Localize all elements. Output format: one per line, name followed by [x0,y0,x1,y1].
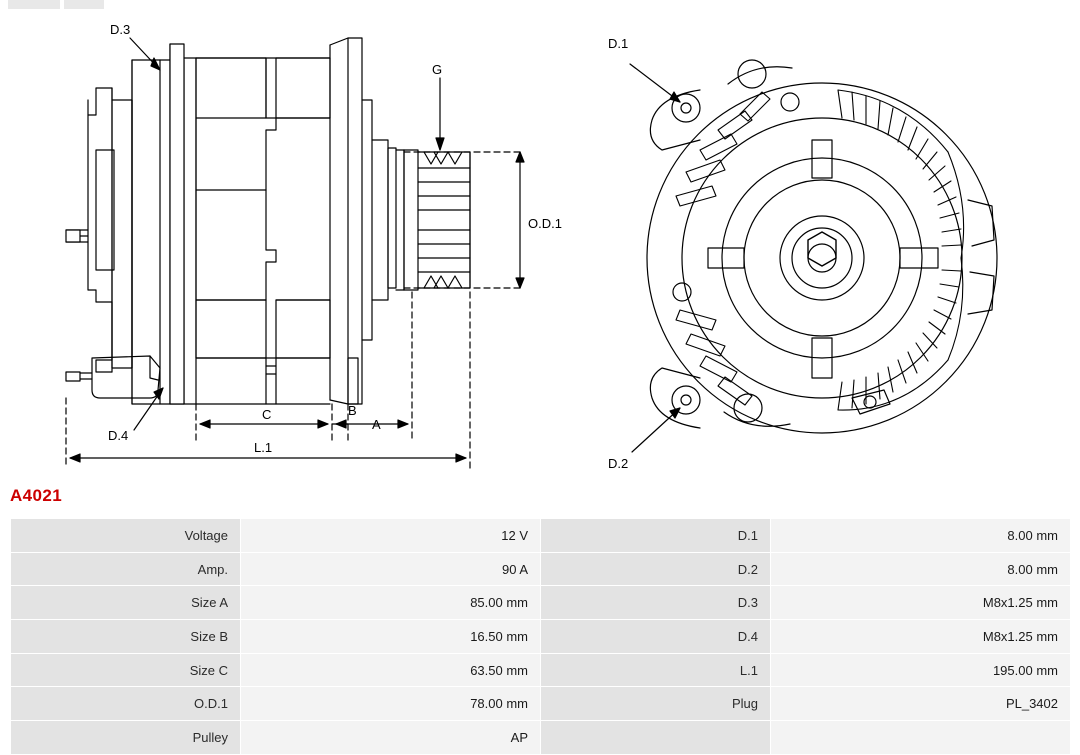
spec-value: 90 A [241,552,541,586]
table-row [11,586,1071,620]
spec-label: Voltage [11,519,241,553]
spec-label: Size A [11,586,241,620]
spec-label: Size C [11,653,241,687]
spec-label: D.3 [541,586,771,620]
spec-value: 16.50 mm [241,620,541,654]
label-d4: D.4 [108,428,129,443]
spec-label-empty [541,721,771,755]
spec-value: 8.00 mm [771,519,1071,553]
specifications-table [10,518,1071,755]
spec-value: 195.00 mm [771,653,1071,687]
table-row [11,721,1071,755]
spec-value: M8x1.25 mm [771,620,1071,654]
label-od1: O.D.1 [528,216,562,231]
spec-value-empty [771,721,1071,755]
label-a: A [372,417,381,432]
spec-value: 12 V [241,519,541,553]
spec-label: D.1 [541,519,771,553]
table-row [11,620,1071,654]
spec-value: 85.00 mm [241,586,541,620]
spec-label: Size B [11,620,241,654]
spec-label: Plug [541,687,771,721]
spec-value: 63.50 mm [241,653,541,687]
spec-value: AP [241,721,541,755]
part-number: A4021 [10,486,63,505]
label-d3: D.3 [110,22,131,37]
spec-value: 8.00 mm [771,552,1071,586]
spec-value: M8x1.25 mm [771,586,1071,620]
table-row [11,519,1071,553]
table-row [11,687,1071,721]
spec-label: D.2 [541,552,771,586]
spec-label: D.4 [541,620,771,654]
spec-value: PL_3402 [771,687,1071,721]
spec-value: 78.00 mm [241,687,541,721]
spec-label: O.D.1 [11,687,241,721]
label-b: B [348,403,357,418]
label-g: G [432,62,443,77]
label-d1: D.1 [608,36,629,51]
table-row [11,653,1071,687]
spec-label: L.1 [541,653,771,687]
table-row [11,552,1071,586]
label-l1: L.1 [254,440,273,455]
label-c: C [262,407,272,422]
label-d2: D.2 [608,456,629,471]
spec-label: Pulley [11,721,241,755]
spec-label: Amp. [11,552,241,586]
